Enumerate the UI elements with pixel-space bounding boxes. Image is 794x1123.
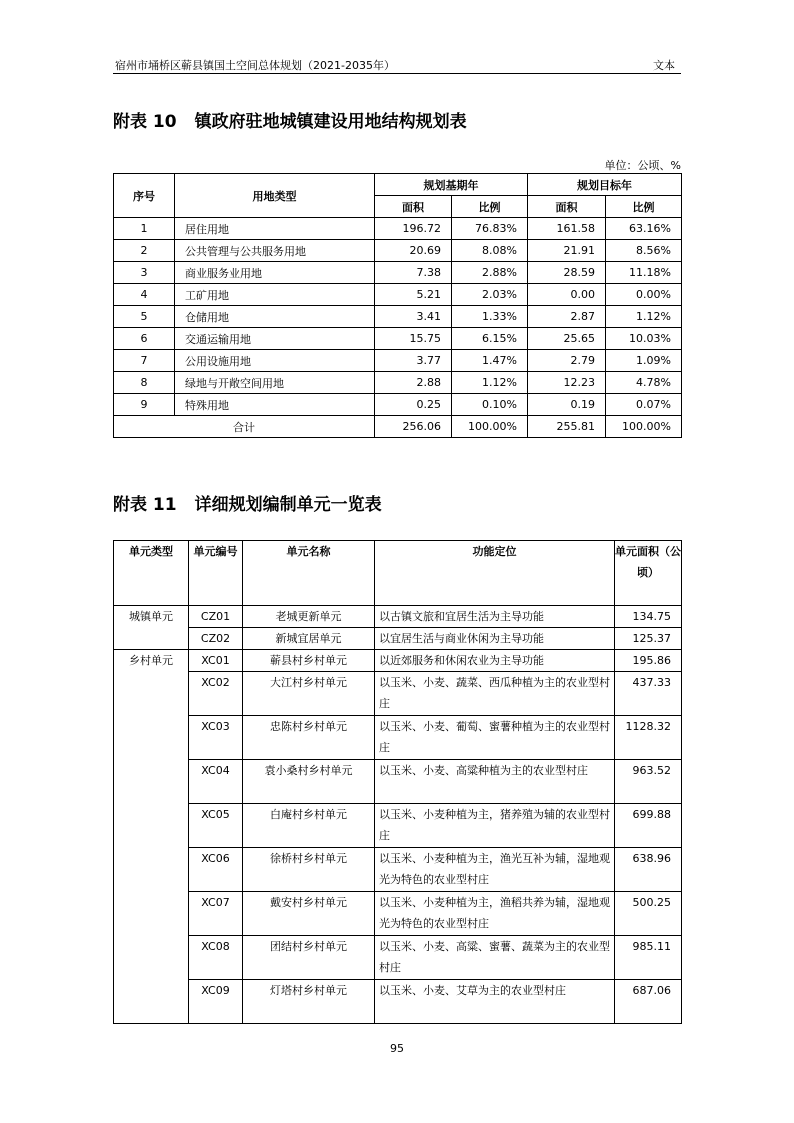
table-row [114, 606, 682, 628]
total-target-ratio: 100.00% [606, 416, 682, 438]
table-row [114, 328, 682, 350]
row-target-area: 0.19 [528, 394, 606, 416]
row-unit-code: CZ01 [189, 606, 243, 628]
row-base-area: 3.41 [375, 306, 452, 328]
row-unit-name: 大江村乡村单元 [243, 672, 375, 716]
row-unit-area: 500.25 [615, 892, 682, 936]
row-function: 以玉米、小麦种植为主，渔稻共养为辅，湿地观光为特色的农业型村庄 [375, 892, 615, 936]
row-unit-code: XC08 [189, 936, 243, 980]
table-row [114, 936, 682, 980]
row-base-area: 20.69 [375, 240, 452, 262]
header-unit-type: 单元类型 [114, 541, 189, 606]
table11-title-text: 详细规划编制单元一览表 [194, 495, 382, 515]
row-land-type: 公用设施用地 [175, 350, 375, 372]
table-row [114, 848, 682, 892]
row-seq: 5 [114, 306, 175, 328]
header-land-type: 用地类型 [175, 174, 375, 218]
row-seq: 1 [114, 218, 175, 240]
table-row [114, 672, 682, 716]
row-land-type: 特殊用地 [175, 394, 375, 416]
row-base-area: 0.25 [375, 394, 452, 416]
row-base-ratio: 8.08% [452, 240, 528, 262]
row-function: 以古镇文旅和宜居生活为主导功能 [375, 606, 615, 628]
row-land-type: 居住用地 [175, 218, 375, 240]
row-seq: 4 [114, 284, 175, 306]
row-base-ratio: 76.83% [452, 218, 528, 240]
page-header [113, 55, 681, 74]
row-target-ratio: 0.07% [606, 394, 682, 416]
row-function: 以玉米、小麦、高粱、蜜薯、蔬菜为主的农业型村庄 [375, 936, 615, 980]
row-unit-code: XC05 [189, 804, 243, 848]
header-target-area: 面积 [528, 196, 606, 218]
row-unit-area: 125.37 [615, 628, 682, 650]
row-unit-code: XC07 [189, 892, 243, 936]
row-land-type: 工矿用地 [175, 284, 375, 306]
total-base-ratio: 100.00% [452, 416, 528, 438]
header-section-label: 文本 [653, 59, 675, 72]
table11-number: 附表 11 [113, 495, 177, 515]
row-seq: 3 [114, 262, 175, 284]
row-unit-area: 437.33 [615, 672, 682, 716]
row-base-area: 2.88 [375, 372, 452, 394]
row-function: 以玉米、小麦、高粱种植为主的农业型村庄 [375, 760, 615, 804]
table-row [114, 892, 682, 936]
row-target-ratio: 8.56% [606, 240, 682, 262]
row-unit-name: 忠陈村乡村单元 [243, 716, 375, 760]
table-row [114, 350, 682, 372]
unit-group-town: 城镇单元 [114, 606, 189, 650]
row-base-area: 7.38 [375, 262, 452, 284]
land-use-structure-table [113, 173, 682, 438]
table-row [114, 218, 682, 240]
row-unit-area: 1128.32 [615, 716, 682, 760]
page-number: 95 [390, 1042, 404, 1055]
unit-group-rural: 乡村单元 [114, 650, 189, 1024]
row-base-ratio: 2.88% [452, 262, 528, 284]
table-row [114, 306, 682, 328]
row-function: 以玉米、小麦、蔬菜、西瓜种植为主的农业型村庄 [375, 672, 615, 716]
row-seq: 9 [114, 394, 175, 416]
row-unit-area: 699.88 [615, 804, 682, 848]
row-unit-code: XC09 [189, 980, 243, 1024]
row-target-area: 161.58 [528, 218, 606, 240]
table-row [114, 980, 682, 1024]
row-unit-area: 985.11 [615, 936, 682, 980]
table-row [114, 628, 682, 650]
row-unit-name: 新城宜居单元 [243, 628, 375, 650]
row-base-ratio: 6.15% [452, 328, 528, 350]
row-base-ratio: 1.33% [452, 306, 528, 328]
row-function: 以宜居生活与商业休闲为主导功能 [375, 628, 615, 650]
row-target-ratio: 63.16% [606, 218, 682, 240]
table11-title [113, 490, 382, 515]
total-base-area: 256.06 [375, 416, 452, 438]
row-unit-area: 638.96 [615, 848, 682, 892]
table10-title-text: 镇政府驻地城镇建设用地结构规划表 [194, 112, 467, 132]
row-unit-code: CZ02 [189, 628, 243, 650]
table-row [114, 284, 682, 306]
row-target-area: 28.59 [528, 262, 606, 284]
header-base-year: 规划基期年 [375, 174, 528, 196]
row-land-type: 绿地与开敞空间用地 [175, 372, 375, 394]
row-unit-code: XC04 [189, 760, 243, 804]
header-unit-name: 单元名称 [243, 541, 375, 606]
row-target-ratio: 11.18% [606, 262, 682, 284]
header-target-year: 规划目标年 [528, 174, 682, 196]
row-target-ratio: 1.12% [606, 306, 682, 328]
row-target-area: 0.00 [528, 284, 606, 306]
row-unit-code: XC03 [189, 716, 243, 760]
table-row [114, 650, 682, 672]
row-land-type: 公共管理与公共服务用地 [175, 240, 375, 262]
row-target-area: 2.79 [528, 350, 606, 372]
header-base-ratio: 比例 [452, 196, 528, 218]
row-land-type: 交通运输用地 [175, 328, 375, 350]
table10-total-row [114, 416, 682, 438]
row-unit-area: 134.75 [615, 606, 682, 628]
row-function: 以玉米、小麦种植为主，渔光互补为辅，湿地观光为特色的农业型村庄 [375, 848, 615, 892]
planning-units-table [113, 540, 682, 1024]
row-target-area: 12.23 [528, 372, 606, 394]
row-unit-name: 徐桥村乡村单元 [243, 848, 375, 892]
header-target-ratio: 比例 [606, 196, 682, 218]
row-function: 以近郊服务和休闲农业为主导功能 [375, 650, 615, 672]
row-unit-area: 963.52 [615, 760, 682, 804]
row-unit-area: 195.86 [615, 650, 682, 672]
row-function: 以玉米、小麦、艾草为主的农业型村庄 [375, 980, 615, 1024]
row-target-ratio: 10.03% [606, 328, 682, 350]
row-unit-name: 团结村乡村单元 [243, 936, 375, 980]
row-function: 以玉米、小麦种植为主，猪养殖为辅的农业型村庄 [375, 804, 615, 848]
header-document-title: 宿州市埇桥区蕲县镇国土空间总体规划（2021-2035年） [115, 59, 395, 72]
total-target-area: 255.81 [528, 416, 606, 438]
table-row [114, 716, 682, 760]
row-unit-code: XC06 [189, 848, 243, 892]
row-unit-area: 687.06 [615, 980, 682, 1024]
row-unit-name: 老城更新单元 [243, 606, 375, 628]
table-row [114, 394, 682, 416]
table-row [114, 240, 682, 262]
row-land-type: 仓储用地 [175, 306, 375, 328]
row-unit-name: 灯塔村乡村单元 [243, 980, 375, 1024]
table-row [114, 804, 682, 848]
row-base-ratio: 1.12% [452, 372, 528, 394]
table-row [114, 372, 682, 394]
row-unit-name: 戴安村乡村单元 [243, 892, 375, 936]
total-label: 合计 [114, 416, 375, 438]
header-seq: 序号 [114, 174, 175, 218]
table-row [114, 760, 682, 804]
row-unit-name: 袁小桑村乡村单元 [243, 760, 375, 804]
table10-unit: 单位：公顷、% [604, 159, 681, 172]
row-base-ratio: 1.47% [452, 350, 528, 372]
row-unit-name: 白庵村乡村单元 [243, 804, 375, 848]
row-target-ratio: 4.78% [606, 372, 682, 394]
header-unit-code: 单元编号 [189, 541, 243, 606]
row-land-type: 商业服务业用地 [175, 262, 375, 284]
row-target-area: 2.87 [528, 306, 606, 328]
row-unit-code: XC01 [189, 650, 243, 672]
header-function: 功能定位 [375, 541, 615, 606]
row-target-ratio: 0.00% [606, 284, 682, 306]
row-base-area: 15.75 [375, 328, 452, 350]
row-seq: 8 [114, 372, 175, 394]
row-base-area: 5.21 [375, 284, 452, 306]
row-seq: 7 [114, 350, 175, 372]
row-seq: 2 [114, 240, 175, 262]
row-base-area: 3.77 [375, 350, 452, 372]
row-function: 以玉米、小麦、葡萄、蜜薯种植为主的农业型村庄 [375, 716, 615, 760]
row-base-ratio: 0.10% [452, 394, 528, 416]
row-unit-code: XC02 [189, 672, 243, 716]
table10-number: 附表 10 [113, 112, 177, 132]
header-base-area: 面积 [375, 196, 452, 218]
row-base-ratio: 2.03% [452, 284, 528, 306]
header-unit-area: 单元面积（公顷） [615, 541, 682, 606]
row-base-area: 196.72 [375, 218, 452, 240]
row-unit-name: 蕲县村乡村单元 [243, 650, 375, 672]
row-target-area: 21.91 [528, 240, 606, 262]
table-row [114, 262, 682, 284]
row-target-area: 25.65 [528, 328, 606, 350]
table10-title [113, 107, 467, 132]
row-target-ratio: 1.09% [606, 350, 682, 372]
row-seq: 6 [114, 328, 175, 350]
